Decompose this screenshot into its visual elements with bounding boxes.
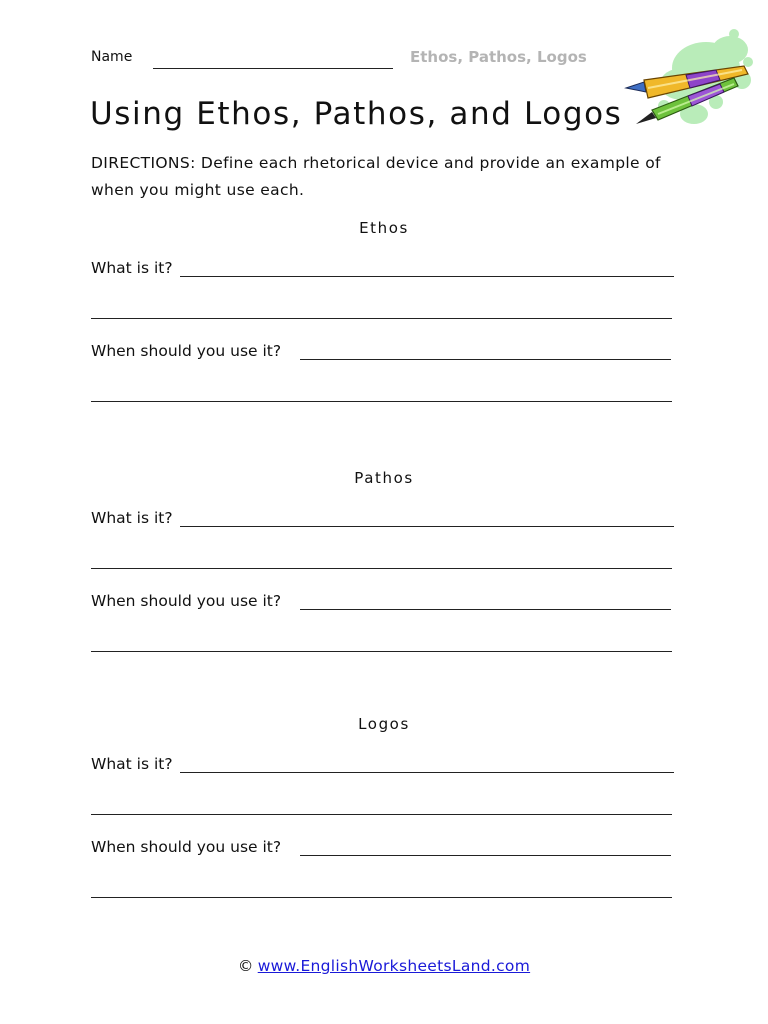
footer [0, 957, 768, 975]
copyright-symbol: © [237, 957, 254, 975]
pens-clipart-icon [624, 28, 756, 132]
directions-text: DIRECTIONS: Define each rhetorical device and provide an example of when you might use each. [91, 154, 661, 199]
question-when-logos: When should you use it? [91, 838, 282, 856]
question-when-pathos: When should you use it? [91, 592, 282, 610]
page-title: Using Ethos, Pathos, and Logos [90, 96, 623, 132]
name-field-line[interactable] [153, 68, 393, 69]
answer-line[interactable] [180, 772, 674, 773]
worksheet-topic: Ethos, Pathos, Logos [410, 48, 587, 66]
answer-line[interactable] [91, 814, 672, 815]
answer-line[interactable] [91, 401, 672, 402]
question-what-logos: What is it? [91, 755, 173, 773]
answer-line[interactable] [300, 855, 671, 856]
question-what-ethos: What is it? [91, 259, 173, 277]
question-when-ethos: When should you use it? [91, 342, 282, 360]
section-heading-ethos: Ethos [359, 219, 409, 237]
answer-line[interactable] [180, 526, 674, 527]
website-link[interactable]: www.EnglishWorksheetsLand.com [257, 957, 531, 975]
answer-line[interactable] [300, 359, 671, 360]
answer-line[interactable] [91, 651, 672, 652]
section-heading-pathos: Pathos [354, 469, 414, 487]
answer-line[interactable] [91, 318, 672, 319]
question-what-pathos: What is it? [91, 509, 173, 527]
name-label: Name [91, 49, 133, 65]
answer-line[interactable] [300, 609, 671, 610]
answer-line[interactable] [91, 568, 672, 569]
answer-line[interactable] [91, 897, 672, 898]
section-heading-logos: Logos [358, 715, 410, 733]
answer-line[interactable] [180, 276, 674, 277]
